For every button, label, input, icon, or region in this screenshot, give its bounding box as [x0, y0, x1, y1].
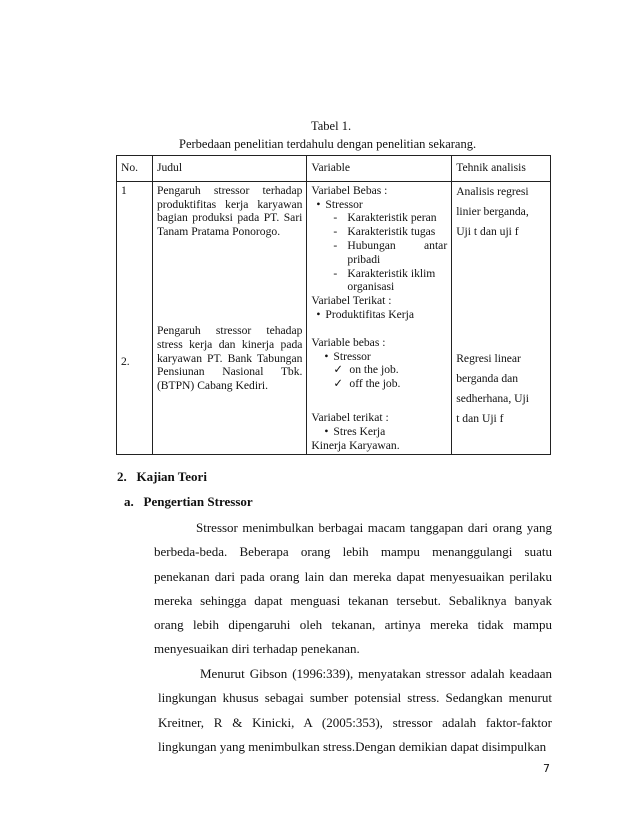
cell-tehnik-analisis	[452, 181, 551, 454]
judul-text: Pengaruh stressor tehadap stress kerja dan kinerja pada karyawan PT. Bank Tabungan Pensiunan Nasional Tbk. (BTPN) Cabang Kediri.	[156, 323, 303, 393]
analisis-line: Regresi linear	[456, 351, 521, 365]
checkmark-icon: ✓	[333, 363, 344, 377]
var-terikat-label: Variabel terikat :	[311, 410, 389, 424]
bullet-icon: •	[316, 197, 321, 211]
check-item: ✓ off the job.	[333, 377, 401, 391]
bullet-icon: •	[324, 424, 329, 438]
table-row	[117, 181, 551, 454]
dash-item: - Hubungan antar pribadi	[333, 238, 448, 266]
analisis-line: Analisis regresi	[456, 184, 529, 198]
analisis-line: t dan Uji f	[456, 411, 504, 425]
dash-item: - Karakteristik iklim organisasi	[333, 266, 436, 294]
bullet-item: • Stressor	[311, 198, 447, 212]
header-no: No.	[117, 156, 153, 182]
table-title: Perbedaan penelitian terdahulu dengan penelitian sekarang.	[179, 137, 477, 151]
dash-icon: -	[333, 266, 338, 280]
bullet-icon: •	[324, 349, 329, 363]
row-number: 1	[121, 183, 127, 197]
check-item: ✓ on the job.	[333, 363, 399, 377]
bullet-item: • Stressor	[311, 350, 447, 364]
comparison-table	[116, 155, 551, 455]
header-tehnik-analisis: Tehnik analisis	[452, 156, 551, 182]
dash-item: - Karakteristik peran	[333, 211, 437, 225]
paragraph-2: Menurut Gibson (1996:339), menyatakan stressor adalah keadaan lingkungan khusus sebagai sumber potensial stress. Sedangkan menurut Kreitner, R & Kinicki, A (2005:353), stressor adalah faktor-faktor lingkungan yang menimbulkan stress.Dengan demikian dapat disimpulkan	[158, 666, 552, 754]
var-bebas-label: Variabel Bebas :	[311, 183, 388, 197]
analisis-line: linier berganda,	[456, 204, 529, 218]
row-number: 2.	[121, 354, 130, 368]
dash-item: - Karakteristik tugas	[333, 225, 436, 239]
table-number: Tabel 1.	[311, 119, 352, 133]
subsection-heading: a. Pengertian Stressor	[124, 494, 253, 509]
bullet-item: • Produktifitas Kerja	[311, 308, 447, 322]
section-heading: 2. Kajian Teori	[117, 469, 207, 484]
analisis-line: berganda dan	[456, 371, 519, 385]
cell-judul	[152, 181, 306, 454]
checkmark-icon: ✓	[333, 377, 344, 391]
analisis-line: Uji t dan uji f	[456, 224, 519, 238]
analisis-line: sedherhana, Uji	[456, 391, 529, 405]
bullet-item: • Stres Kerja	[311, 425, 447, 439]
paragraph-1: Stressor menimbulkan berbagai macam tanggapan dari orang yang berbeda-beda. Beberapa orang lebih mampu menanggulangi suatu penekanan dari pada orang lain dan mereka dapat menyesuaikan perilaku mereka sehingga dapat menguasi tekanan tersebut. Sebaliknya banyak orang lebih dipengaruhi oleh tekanan, artinya mereka tidak mampu menyesuaikan diri terhadap penekanan.	[154, 520, 552, 657]
cell-no-1	[117, 181, 153, 454]
header-variable: Variable	[307, 156, 452, 182]
var-bebas-label: Variable bebas :	[311, 335, 386, 349]
dash-icon: -	[333, 225, 338, 239]
table-header-row	[117, 156, 551, 182]
dash-icon: -	[333, 238, 338, 252]
terikat-extra: Kinerja Karyawan.	[311, 438, 400, 452]
header-judul: Judul	[152, 156, 306, 182]
page-number: 7	[543, 762, 550, 775]
var-terikat-label: Variabel Terikat :	[311, 294, 392, 308]
cell-variable	[307, 181, 452, 454]
dash-icon: -	[333, 211, 338, 225]
bullet-icon: •	[316, 307, 321, 321]
judul-text: Pengaruh stressor terhadap produktifitas kerja karyawan bagian produksi pada PT. Sari Tanam Pratama Ponorogo.	[156, 183, 303, 239]
